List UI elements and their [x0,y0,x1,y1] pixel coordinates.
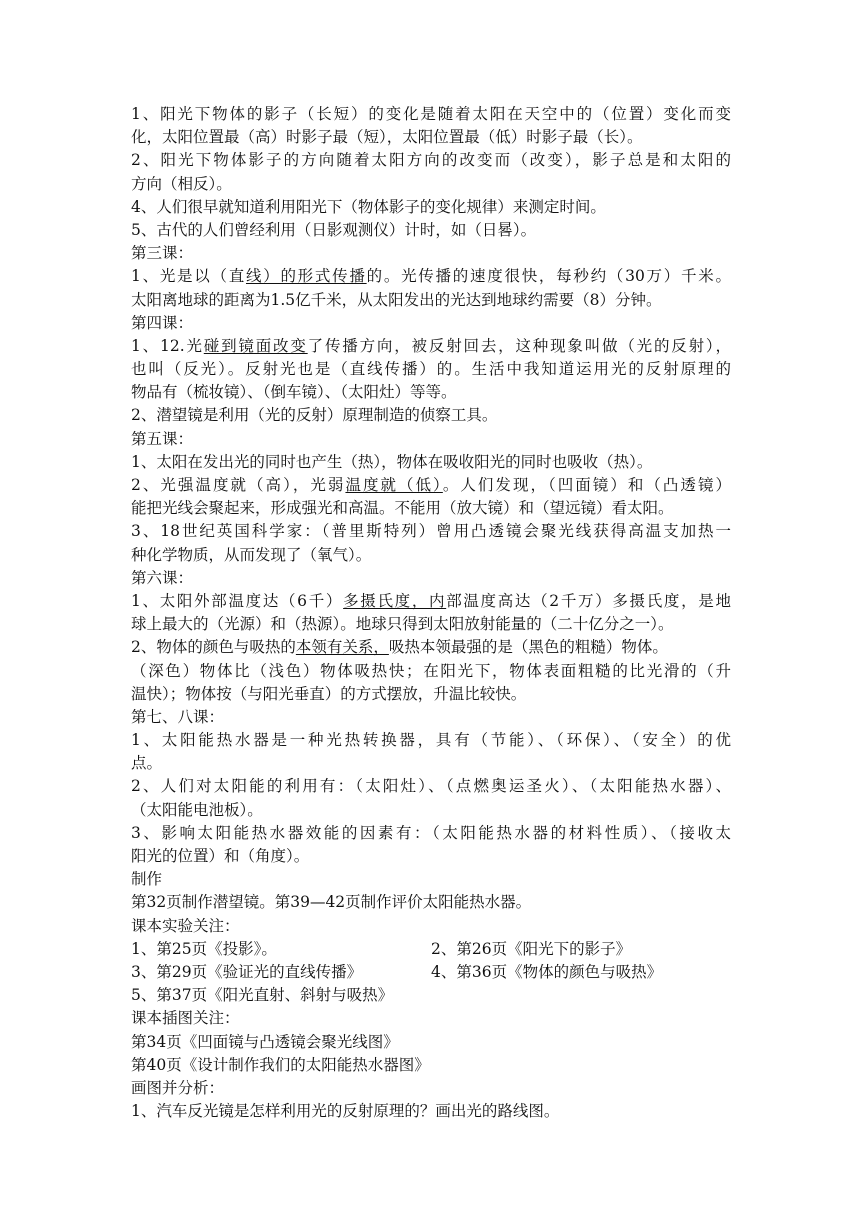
text-line: 1、太阳在发出光的同时也产生（热），物体在吸收阳光的同时也吸收（热）。 [131,452,653,471]
text-segment: 2、光强温度就（高），光弱 [131,476,346,494]
underlined-text: 温度就（低） [345,476,443,494]
text-line: 种化学物质，从而发现了（氧气）。 [131,545,372,564]
text-line: 3、18世纪英国科学家：（普里斯特列）曾用凸透镜会聚光线获得高温支加热一 [131,522,731,541]
text-line: 5、古代的人们曾经利用（日影观测仪）计时，如（日晷）。 [131,220,537,239]
experiment-item: 4、第36页《物体的颜色与吸热》 [431,962,663,981]
text-line: 1、汽车反光镜是怎样利用光的反射原理的？画出光的路线图。 [131,1102,560,1121]
text-line: 第四课： [131,313,194,332]
text-segment: 吸热本领最强的是（黑色的粗糙）物体。 [388,638,668,657]
text-line: 方向（相反）。 [131,174,232,193]
text-line: 画图并分析： [131,1078,225,1097]
text-line: 温快）；物体按（与阳光垂直）的方式摆放，升温比较快。 [131,684,527,703]
text-line [131,474,731,497]
text-line: 点。 [131,754,163,773]
text-line: 也叫（反光）。反射光也是（直线传播）的。生活中我知道运用光的反射原理的 [131,360,731,379]
text-segment: 1、光是以（直 [131,267,246,286]
text-line: 第40页《设计制作我们的太阳能热水器图》 [131,1055,430,1074]
text-line: 第34页《凹面镜与凸透镜会聚光线图》 [131,1032,399,1051]
text-line: 制作 [131,870,163,889]
text-segment: 。人们发现，（凹面镜）和（凸透镜） [442,476,731,494]
text-line: 1、阳光下物体的影子（长短）的变化是随着太阳在天空中的（位置）变化而变 [131,105,731,123]
text-line [131,636,731,659]
text-line: （深色）物体比（浅色）物体吸热快；在阳光下，物体表面粗糙的比光滑的（升 [131,661,731,680]
text-line: 课本实验关注： [131,916,240,935]
text-line: 2、潜望镜是利用（光的反射）原理制造的侦察工具。 [131,406,498,425]
text-line: 太阳离地球的距离为1.5亿千米，从太阳发出的光达到地球约需要（8）分钟。 [131,290,662,309]
text-segment: 部温度高达（2千万）多摄氏度，是地 [446,591,731,610]
text-line: 第32页制作潜望镜。第39—42页制作评价太阳能热水器。 [131,893,532,912]
text-segment: 1、12.光 [131,336,204,355]
text-line [131,590,731,613]
text-line [131,335,731,358]
text-line: 物品有（梳妆镜）、（倒车镜）、（太阳灶）等等。 [131,383,457,402]
text-line: 第七、八课： [131,707,225,726]
text-line: 球上最大的（光源）和（热源）。地球只得到太阳放射能量的（二十亿分之一）。 [131,615,674,634]
text-line: 化，太阳位置最（高）时影子最（短），太阳位置最（低）时影子最（长）。 [131,128,643,147]
text-line: 4、人们很早就知道利用阳光下（物体影子的变化规律）来测定时间。 [131,197,606,216]
experiment-row [131,938,731,961]
text-segment: 了传播方向，被反射回去，这种现象叫做（光的反射）， [307,336,731,355]
text-line: （太阳能电池板）。 [131,800,263,819]
text-line: 2、阳光下物体影子的方向随着太阳方向的改变而（改变），影子总是和太阳的 [131,151,731,170]
text-line [131,265,731,288]
underlined-text: 多摄氏度，内 [343,591,447,610]
text-segment: 1、太阳外部温度达（6千） [131,591,344,610]
text-line: 第五课： [131,429,194,448]
text-line: 阳光的位置）和（角度）。 [131,847,310,865]
text-line: 5、第37页《阳光直射、斜射与吸热》 [131,986,394,1005]
experiment-row [131,961,731,984]
text-line: 2、人们对太阳能的利用有：（太阳灶）、（点燃奥运圣火）、（太阳能热水器）、 [131,777,731,796]
underlined-text: 本领有关系， [295,638,389,657]
experiment-item: 1、第25页《投影》。 [131,939,277,958]
text-line: 1、太阳能热水器是一种光热转换器，具有（节能）、（环保）、（安全）的优 [131,731,731,750]
text-line: 3、影响太阳能热水器效能的因素有：（太阳能热水器的材料性质）、（接收太 [131,823,731,842]
experiment-item: 3、第29页《验证光的直线传播》 [131,962,363,981]
document-body [131,103,731,1123]
underlined-text: 线）的形式传播 [245,267,367,286]
text-line: 第六课： [131,568,194,587]
text-line: 课本插图关注： [131,1009,240,1028]
experiment-item: 2、第26页《阳光下的影子》 [431,939,632,958]
text-line: 能把光线会聚起来，形成强光和高温。不能用（放大镜）和（望远镜）看太阳。 [131,499,674,518]
text-segment: 2、物体的颜色与吸热的 [131,638,296,657]
text-line: 第三课： [131,244,194,263]
text-segment: 的。光传播的速度很快，每秒约（30万）千米。 [366,267,731,286]
underlined-text: 碰到镜面改变 [203,336,308,355]
